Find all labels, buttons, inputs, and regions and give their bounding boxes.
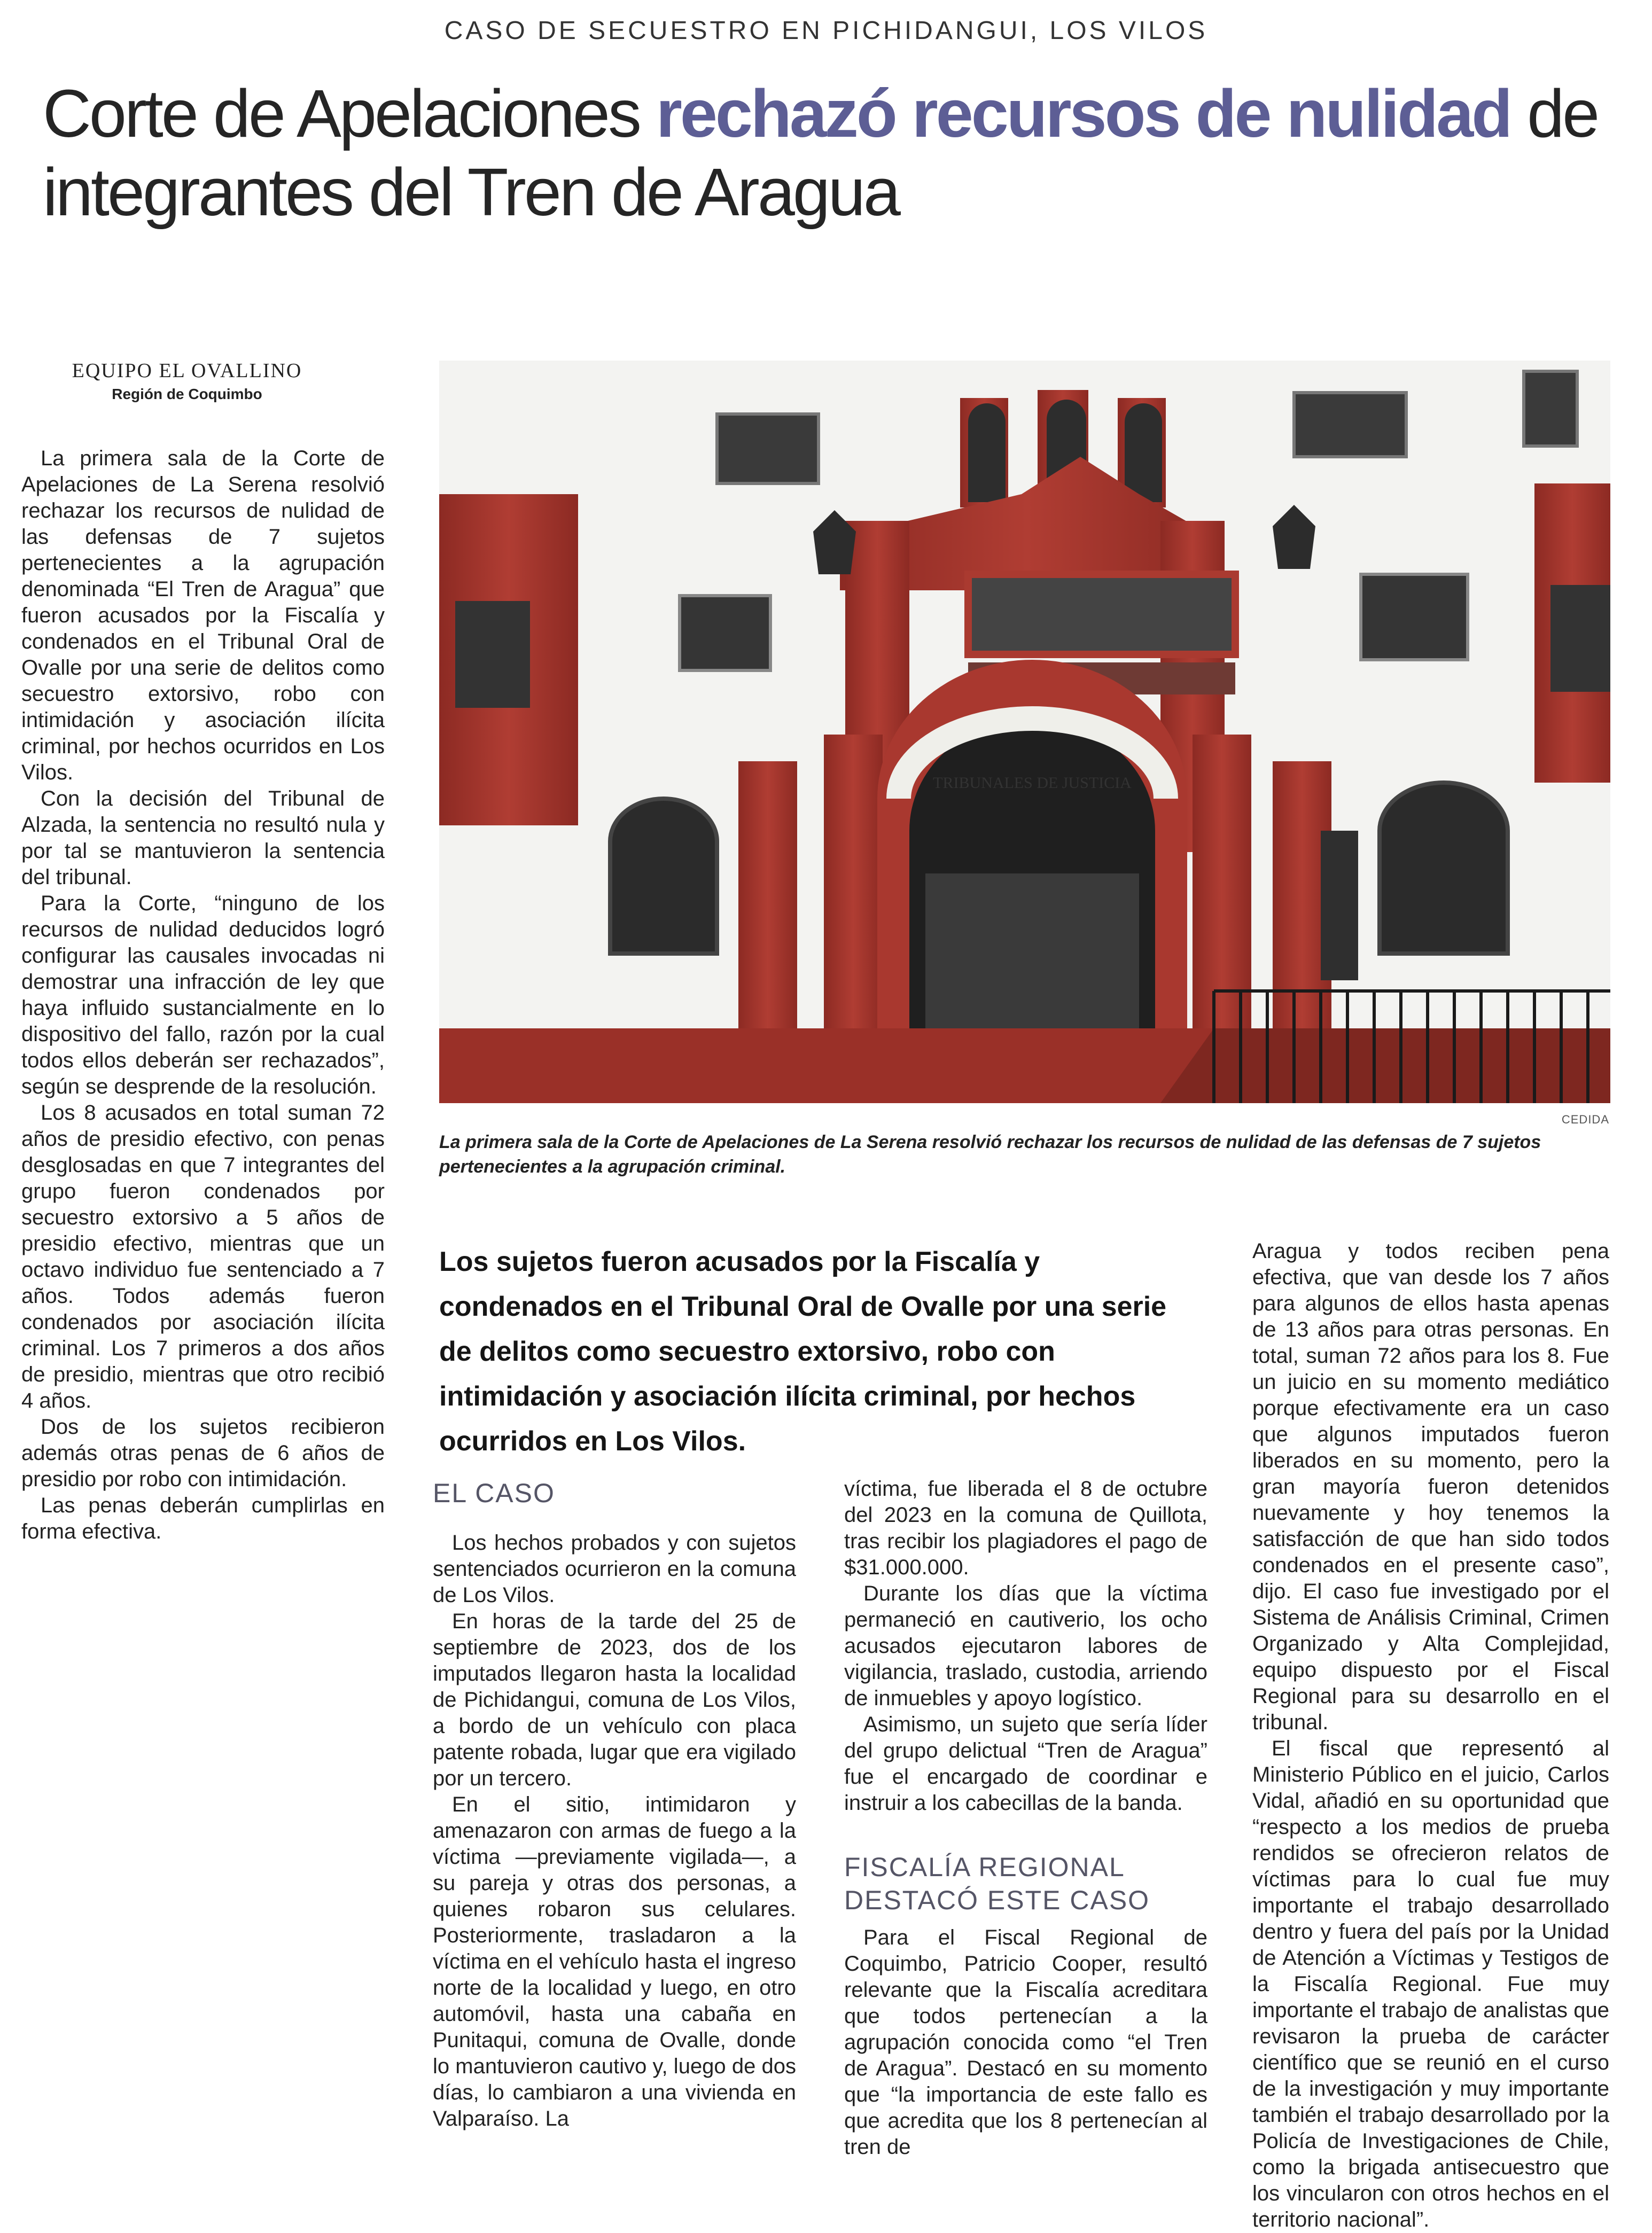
byline	[21, 359, 353, 403]
section-heading-line: FISCALÍA REGIONAL	[844, 1852, 1125, 1882]
photo-caption: La primera sala de la Corte de Apelaciones de La Serena resolvió rechazar los recursos de nulidad de las defensas de 7 sujetos pertenecientes a la agrupación criminal.	[439, 1132, 1541, 1177]
courthouse-photo	[439, 361, 1610, 1103]
intro-paragraph: La primera sala de la Corte de Apelaciones de La Serena resolvió rechazar los recursos de nulidad de las defensas de 7 sujetos pertenecientes a la agrupación denominada “El Tren de Aragua” que fueron acusados por la Fiscalía y condenados en el Tribunal Oral de Ovalle por una serie de delitos como secuestro extorsivo, robo con intimidación y asociación ilícita criminal, por hechos ocurridos en Los Vilos.	[21, 447, 385, 784]
body-paragraph: Asimismo, un sujeto que sería líder del grupo delictual “Tren de Aragua” fue el encargado de coordinar e instruir a los cabecillas de la banda.	[844, 1713, 1207, 1815]
intro-paragraph: Para la Corte, “ninguno de los recursos de nulidad deducidos logró configurar las causales invocadas ni demostrar una infracción de ley que haya influido sustancialmente en lo dispositivo del fallo, razón por la cual todos ellos deberán ser rechazados”, según se desprende de la resolución.	[21, 892, 385, 1098]
intro-paragraph: Con la decisión del Tribunal de Alzada, la sentencia no resultó nula y por tal se mantuvieron la sentencia del tribunal.	[21, 787, 385, 889]
body-paragraph: En horas de la tarde del 25 de septiembre de 2023, dos de los imputados llegaron hasta la localidad de Pichidangui, comuna de Los Vilos, a bordo de un vehículo con placa patente robada, lugar que era vigilado por un tercero.	[433, 1610, 796, 1790]
body-paragraph: En el sitio, intimidaron y amenazaron con armas de fuego a la víctima —previamente vigilada—, a su pareja y otras dos personas, a quienes robaron sus celulares. Posteriormente, trasladaron a la víctima en el vehículo hasta el ingreso norte de la localidad y luego, en otro automóvil, hasta una cabaña en Punitaqui, comuna de Ovalle, donde lo mantuvieron cautivo y, luego de dos días, lo cambiaron a una vivienda en Valparaíso. La	[433, 1793, 796, 2130]
section-heading-line: DESTACÓ ESTE CASO	[844, 1885, 1150, 1915]
body-column-caso-continued	[844, 1476, 1207, 1816]
body-paragraph: Aragua y todos reciben pena efectiva, que van desde los 7 años para algunos de ellos hasta apenas de 13 años para otras personas. En total, suman 72 años para los 8. Fue un juicio en su momento mediático porque efectivamente era un caso que algunos imputados fueron liberados en su momento, pero la gran mayoría fueron detenidos nuevamente y hoy tenemos la satisfacción de que han sido todos condenados en el presente caso”, dijo. El caso fue investigado por el Sistema de Análisis Criminal, Crimen Organizado y Alta Complejidad, equipo dispuesto por el Fiscal Regional para su desarrollo en el tribunal.	[1252, 1239, 1609, 1734]
body-paragraph: Durante los días que la víctima permaneció en cautiverio, los ocho acusados ejecutaron labores de vigilancia, traslado, custodia, arriendo de inmuebles y apoyo logístico.	[844, 1582, 1207, 1710]
intro-paragraph: Las penas deberán cumplirlas en forma efectiva.	[21, 1494, 385, 1543]
pull-quote: Los sujetos fueron acusados por la Fiscalía y condenados en el Tribunal Oral de Ovalle por una serie de delitos como secuestro extorsivo, robo con intimidación y asociación ilícita criminal, por hechos ocurridos en Los Vilos.	[439, 1246, 1167, 1457]
photo-credit: CEDIDA	[1561, 1113, 1609, 1126]
article-kicker: CASO DE SECUESTRO EN PICHIDANGUI, LOS VILOS	[444, 17, 1208, 45]
body-paragraph: Para el Fiscal Regional de Coquimbo, Patricio Cooper, resultó relevante que la Fiscalía acreditara que todos pertenecían a la agrupación conocida como “el Tren de Aragua”. Destacó en su momento que “la importancia de este fallo es que acredita que los 8 pertenecían al tren de	[844, 1926, 1207, 2159]
headline-part1: Corte de Apelaciones	[43, 76, 656, 151]
body-column-fiscalia	[844, 1925, 1207, 2160]
courthouse-sign: TRIBUNALES DE JUSTICIA	[933, 774, 1132, 792]
section-heading-el-caso: EL CASO	[433, 1478, 555, 1508]
byline-region: Región de Coquimbo	[112, 386, 262, 402]
body-paragraph: Los hechos probados y con sujetos sentenciados ocurrieron en la comuna de Los Vilos.	[433, 1531, 796, 1607]
body-column-caso	[433, 1530, 796, 2132]
headline-part3: de integrantes del Tren de Aragua	[43, 76, 1598, 230]
intro-column	[21, 446, 385, 1545]
intro-paragraph: Los 8 acusados en total suman 72 años de presidio efectivo, con penas desglosadas en que 7 integrantes del grupo fueron condenados por secuestro extorsivo a 5 años de presidio efectivo, mientras que un octavo individuo fue sentenciado a 7 años. Todos además fueron condenados por asociación ilícita criminal. Los 7 primeros a dos años de presidio, mientras que otro recibió 4 años.	[21, 1101, 385, 1412]
body-paragraph: víctima, fue liberada el 8 de octubre del 2023 en la comuna de Quillota, tras recibir los plagiadores el pago de $31.000.000.	[844, 1477, 1207, 1579]
intro-paragraph: Dos de los sujetos recibieron además otras penas de 6 años de presidio por robo con intimidación.	[21, 1415, 385, 1491]
byline-team: EQUIPO EL OVALLINO	[72, 360, 302, 382]
headline-highlight: rechazó recursos de nulidad	[656, 76, 1511, 151]
article-headline	[43, 75, 1624, 231]
body-paragraph: El fiscal que representó al Ministerio Público en el juicio, Carlos Vidal, añadió en su oportunidad que “respecto a los medios de prueba rendidos se ofrecieron relatos de víctimas para lo cual fue muy importante el trabajo desarrollado dentro y fuera del país por la Unidad de Atención a Víctimas y Testigos de la Fiscalía Regional. Fue muy importante el trabajo de analistas que revisaron la prueba de carácter científico que se reunió en el curso de la investigación y muy importante también el trabajo desarrollado por la Policía de Investigaciones de Chile, como la brigada antisecuestro que los vincularon con otros hechos en el territorio nacional”.	[1252, 1737, 1609, 2231]
section-heading-fiscalia	[844, 1851, 1229, 1917]
body-column-fiscalia-continued	[1252, 1238, 1609, 2233]
